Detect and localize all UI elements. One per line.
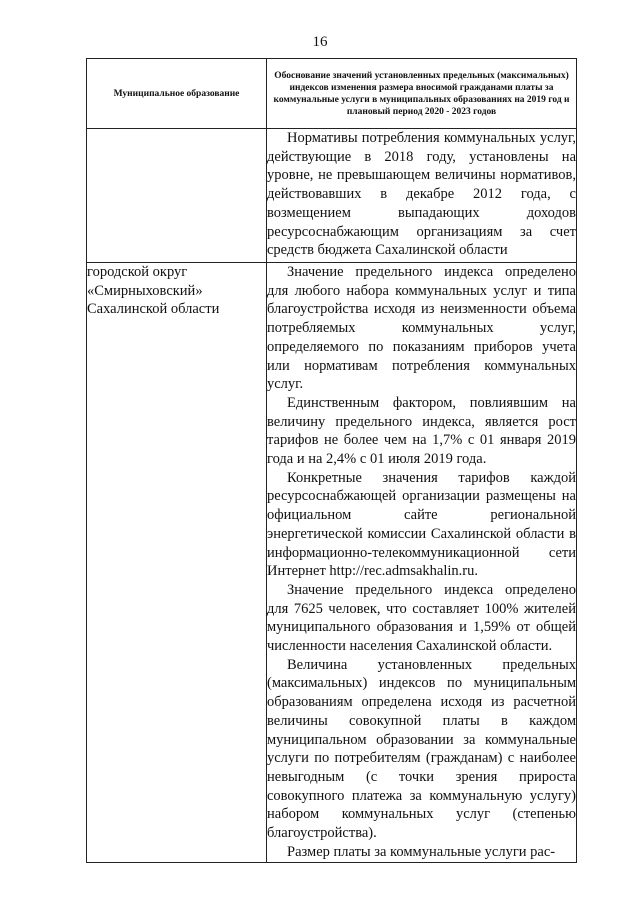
paragraph: Конкретные значения тарифов каждой ресурсоснабжающей организации размещены на официальном сайте региональной энергетической комиссии Сахалинской области в информационно-телекоммуникационной сети Интернет http://rec.admsakhalin.ru. (267, 469, 576, 580)
paragraph: Единственным фактором, повлиявшим на величину предельного индекса, является рост тарифов не более чем на 1,7% с 01 января 2019 года и на 2,4% с 01 июля 2019 года. (267, 394, 576, 468)
municipality-cell (87, 129, 267, 263)
paragraph: Нормативы потребления коммунальных услуг, действующие в 2018 году, установлены на уровне, не превышающем величины нормативов, действовавших в декабре 2012 года, с возмещением выпадающих доходов ресурсоснабжающим организациям за счет средств бюджета Сахалинской области (267, 130, 576, 259)
municipality-cell: городской округ «Смирныховский» Сахалинской области (87, 263, 267, 863)
paragraph: Величина установленных предельных (максимальных) индексов по муниципальным образованиям определена исходя из расчетной величины совокупной платы в каждом муниципальном образовании за коммунальные услуги по потребителям (гражданам) с наиболее невыгодным (с точки зрения прироста совокупного платежа за коммунальную услугу) набором коммунальных услуг (степенью благоустройства). (267, 656, 576, 842)
justification-cell (267, 129, 577, 263)
table-row (87, 263, 577, 863)
justification-cell (267, 263, 577, 863)
paragraph: Размер платы за коммунальные услуги рас- (287, 843, 556, 860)
page-number: 16 (312, 34, 328, 50)
table-header-row (87, 59, 577, 129)
justification-table (86, 58, 577, 863)
paragraph: Значение предельного индекса определено для 7625 человек, что составляет 100% жителей муниципального образования и 1,59% от общей численности населения Сахалинской области. (267, 581, 576, 655)
header-justification: Обоснование значений установленных предельных (максимальных) индексов изменения размера вносимой гражданами платы за коммунальные услуги в муниципальных образованиях на 2019 год и плановый период 2020 - 2023 годов (267, 59, 577, 129)
header-municipality: Муниципальное образование (87, 59, 267, 129)
table-row (87, 129, 577, 263)
paragraph: Значение предельного индекса определено для любого набора коммунальных услуг и типа благоустройства исходя из неизменности объема потребляемых коммунальных услуг, определяемого по показаниям приборов учета или нормативам потребления коммунальных услуг. (267, 264, 576, 393)
